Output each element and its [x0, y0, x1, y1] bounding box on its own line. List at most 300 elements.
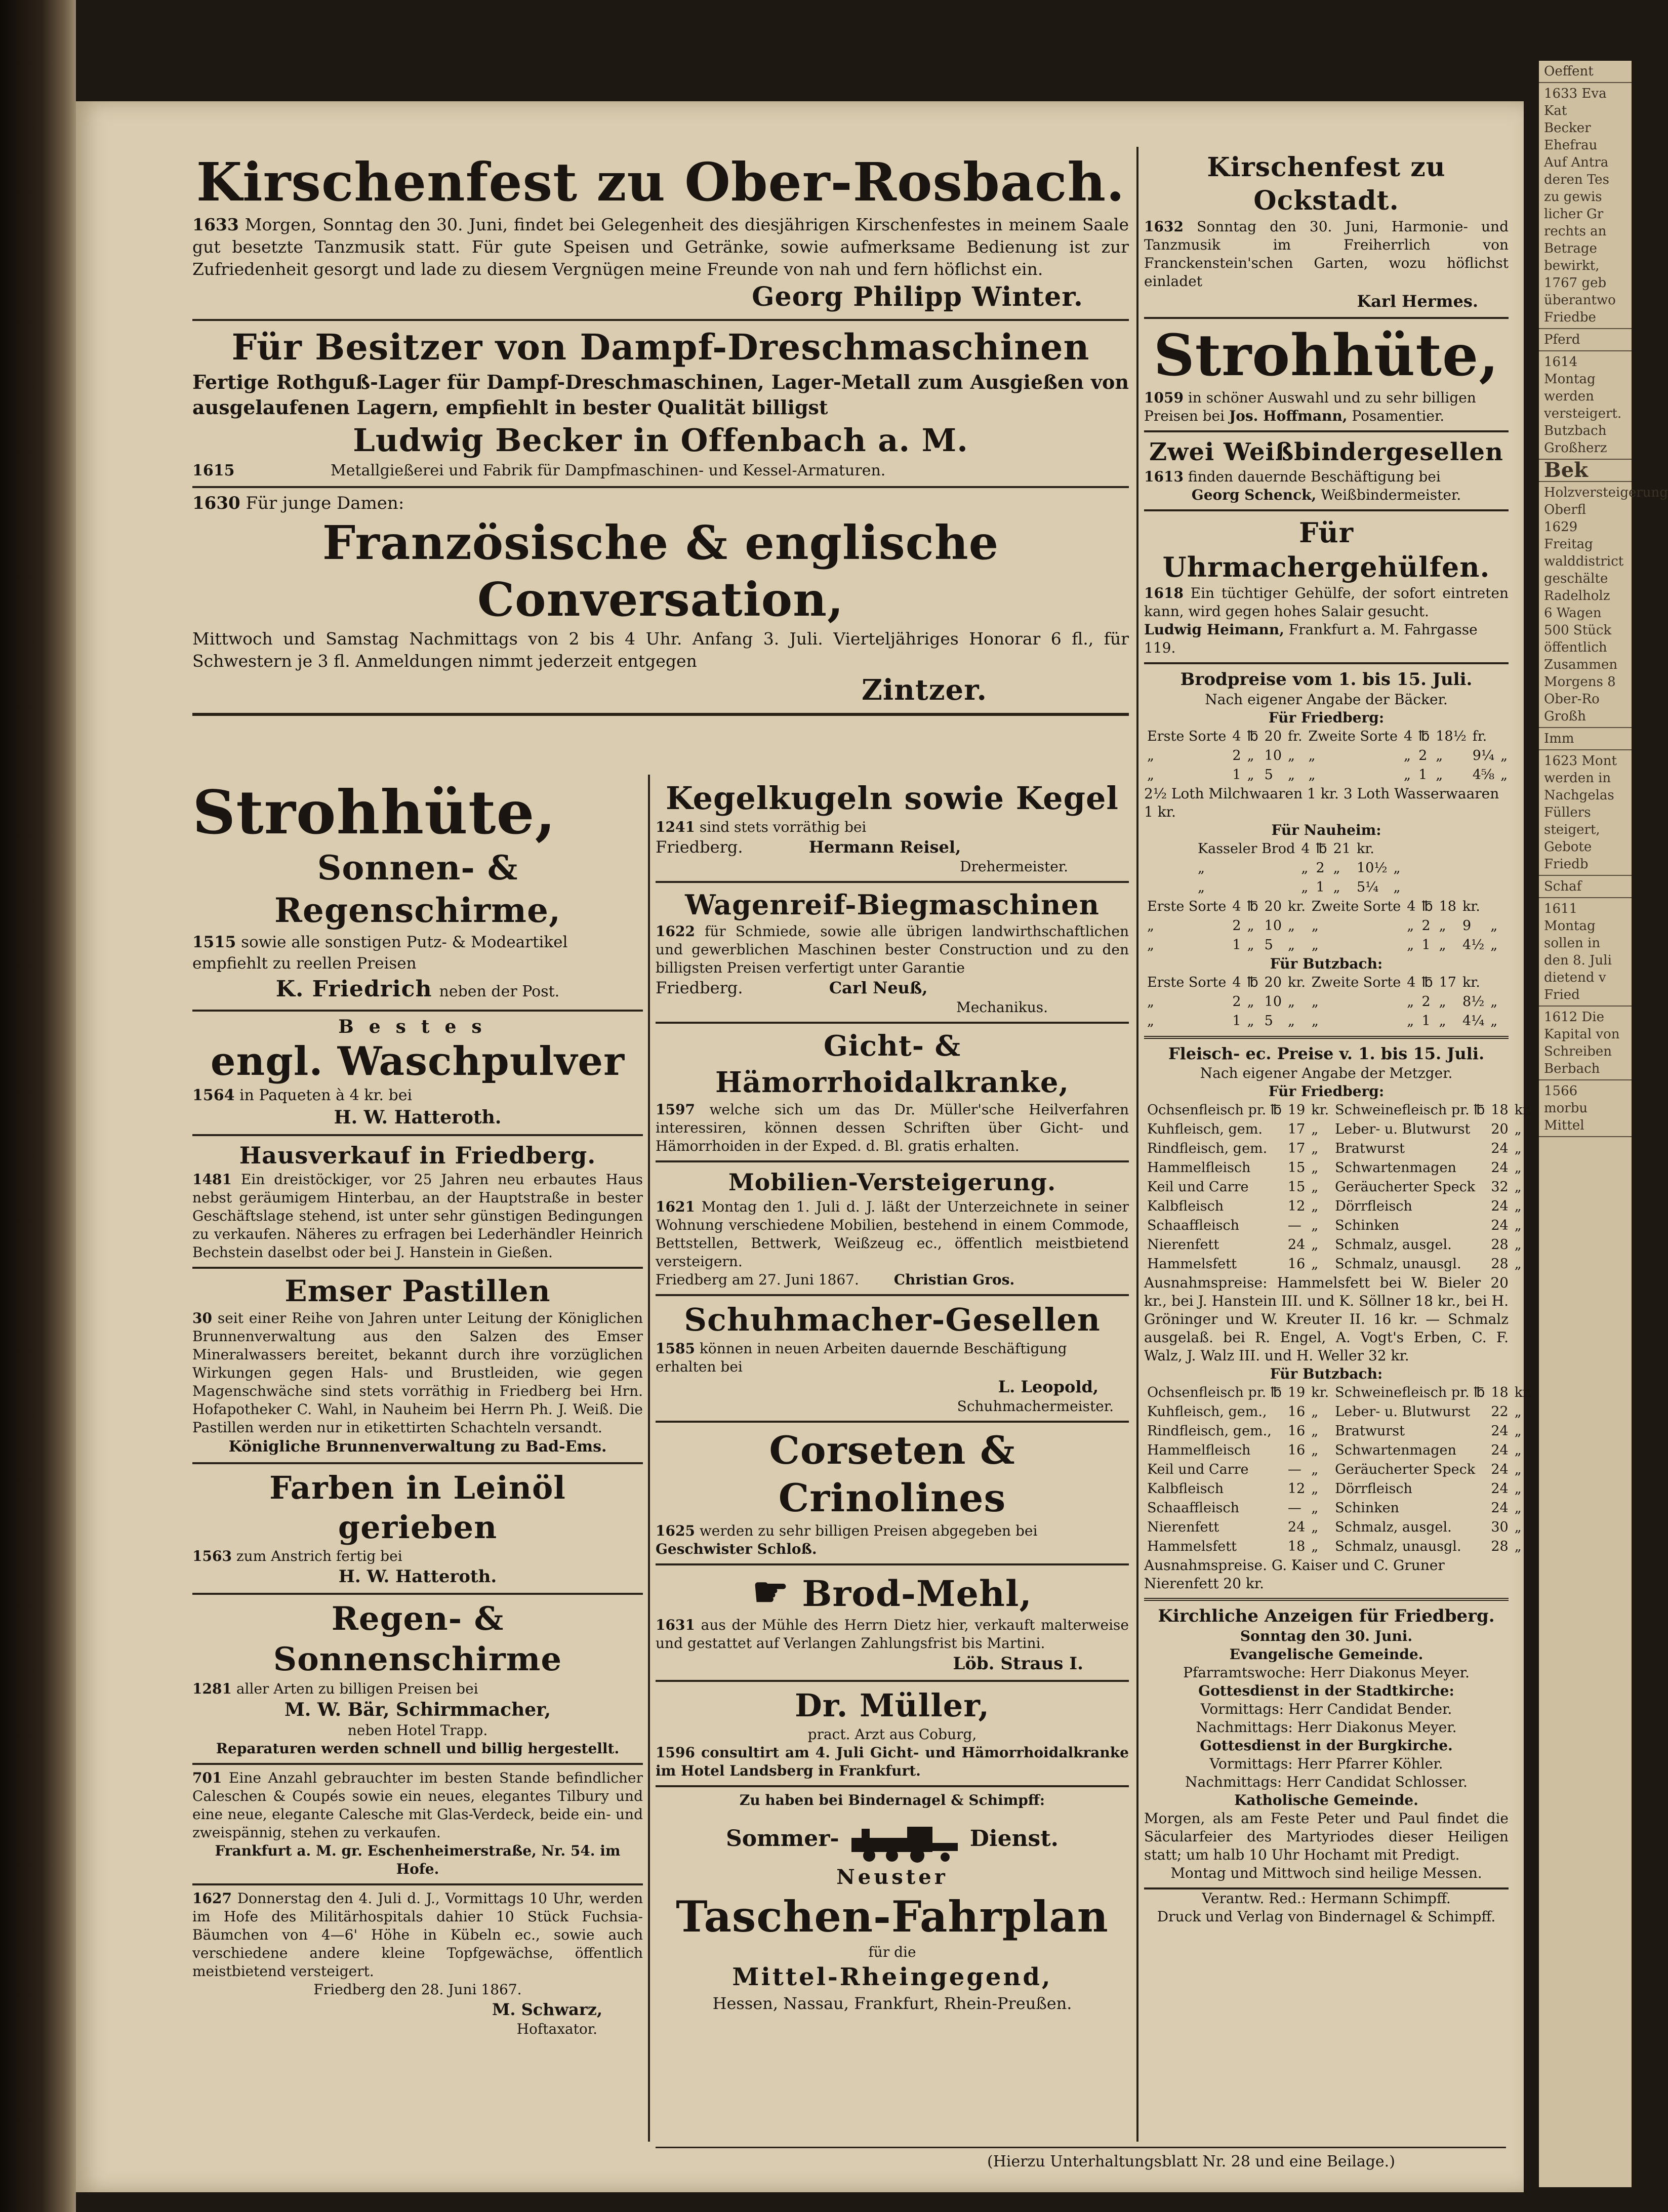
price-cell: „ [1514, 1179, 1522, 1195]
price-cell: „ [1514, 1237, 1522, 1253]
ober-num: 1633 [192, 215, 239, 234]
price-row [1144, 1537, 1332, 1556]
schuh-text: können in neuen Arbeiten dauernde Beschäftigung erhalten bei [656, 1340, 1067, 1375]
price-cell: ℔ [1316, 841, 1327, 857]
price-cell: „ [1311, 937, 1319, 953]
rp-1566: 1566 morbu Mittel [1539, 1080, 1632, 1137]
price-cell: — [1287, 1218, 1301, 1233]
don-num: 1627 [192, 1890, 232, 1907]
price-row [1332, 1383, 1535, 1402]
wagen-title: Wagenreif-Biegmaschinen [685, 889, 1100, 921]
price-row [1332, 1139, 1535, 1158]
price-cell: 10½ [1357, 860, 1388, 876]
price-cell: „ [1247, 937, 1254, 953]
price-cell: 10 [1264, 994, 1282, 1010]
price-cell: 24 [1491, 1462, 1509, 1477]
price-cell: Zweite Sorte [1311, 899, 1401, 914]
schuh-title: Schuhmacher-Gesellen [684, 1301, 1101, 1338]
price-cell: 12 [1287, 1198, 1306, 1214]
price-cell: Hammelsfett [1147, 1256, 1237, 1272]
footer-note: (Hierzu Unterhaltungsblatt Nr. 28 und eine Beilage.) [987, 2153, 1395, 2170]
price-row [1332, 1537, 1535, 1556]
price-cell: kr. [1514, 1102, 1532, 1118]
kirch-kt2: Montag und Mittwoch sind heilige Messen. [1170, 1865, 1482, 1881]
price-cell: „ [1311, 1539, 1319, 1554]
price-cell: „ [1301, 860, 1309, 876]
price-cell: 2 [1232, 918, 1241, 934]
imprint-red: Verantw. Red.: Hermann Schimpff. [1202, 1890, 1451, 1907]
kegel-title: Kegelkugeln sowie Kegel [666, 780, 1119, 817]
price-row [1195, 839, 1404, 859]
price-cell: „ [1147, 748, 1154, 763]
price-cell: „ [1439, 1013, 1446, 1029]
price-cell: 28 [1491, 1237, 1509, 1253]
fleisch-sub: Nach eigener Angabe der Metzger. [1200, 1065, 1453, 1081]
price-row [1144, 1422, 1332, 1441]
don-role: Hoftaxator. [516, 2021, 597, 2037]
ad-donnerstag [192, 1885, 643, 2043]
ock-sig: Karl Hermes. [1357, 292, 1478, 311]
fleisch-bb-ausn: Ausnahmspreise. G. Kaiser und C. Gruner Nierenfett 20 kr. [1144, 1557, 1445, 1592]
mob-sig: Christian Gros. [893, 1271, 1015, 1288]
kegel-place: Friedberg. [656, 837, 743, 857]
kegel-name: Hermann Reisel, [808, 837, 961, 857]
price-cell: Schinken [1335, 1218, 1399, 1233]
emser-sig: Königliche Brunnenverwaltung zu Bad-Ems. [228, 1438, 607, 1456]
price-row [1332, 1178, 1535, 1197]
ad-dr-mueller [656, 1682, 1129, 1787]
price-cell: 28 [1491, 1256, 1509, 1272]
kirch-date: Sonntag den 30. Juni. [1240, 1628, 1413, 1644]
price-cell: 5¼ [1357, 879, 1379, 895]
price-cell: 10 [1264, 918, 1282, 934]
rp-1633: 1633 Eva Kat Becker Ehefrau Auf Antra deren Tes zu gewis licher Gr rechts an Betrage bewirkt, 1767 geb überantwo Friedbe [1539, 83, 1632, 329]
price-row [1332, 1235, 1535, 1255]
price-cell: 24 [1287, 1519, 1306, 1535]
price-row [1144, 727, 1511, 746]
schuh-num: 1585 [656, 1340, 695, 1357]
price-row [1144, 1255, 1332, 1274]
price-cell: Hammelfleisch [1147, 1442, 1251, 1458]
price-cell: „ [1439, 937, 1446, 953]
wasch-t1: Bestes [338, 1016, 497, 1037]
kegel-num: 1241 [656, 819, 695, 835]
price-cell: Schmalz, ausgel. [1335, 1519, 1452, 1535]
cors-text: werden zu sehr billigen Preisen abgegeben bei [699, 1522, 1038, 1539]
gicht-text: welche sich um das Dr. Müller'sche Heilverfahren interessiren, können dessen Schriften über Gicht- und Hämorrhoiden in der Exped. d. Bl. gratis erhalten. [656, 1101, 1129, 1154]
fahr-l3: Neuster [836, 1865, 948, 1889]
price-cell: 2 [1418, 748, 1428, 763]
ad-caleschen [192, 1765, 643, 1885]
price-cell: „ [1288, 1013, 1295, 1029]
ad-fahrplan [656, 1787, 1129, 2019]
fahr-lead: Zu haben bei Bindernagel & Schimpff: [739, 1792, 1045, 1808]
price-cell: „ [1311, 1481, 1319, 1497]
regen-rep: Reparaturen werden schnell und billig hergestellt. [216, 1740, 620, 1757]
ad-corseten [656, 1423, 1129, 1565]
price-row [1332, 1101, 1535, 1120]
price-cell: „ [1198, 860, 1205, 876]
price-cell: „ [1311, 1404, 1319, 1420]
ad-schuhmacher [656, 1296, 1129, 1423]
conv-sig: Zintzer. [861, 673, 987, 707]
dampf-sub: Metallgießerei und Fabrik für Dampfmaschinen- und Kessel-Armaturen. [331, 462, 886, 479]
brodp-nauheim-table-2 [1144, 897, 1500, 955]
price-cell: Dörrfleisch [1335, 1198, 1412, 1214]
price-cell: 1 [1421, 937, 1431, 953]
price-cell: 17 [1287, 1141, 1306, 1156]
price-row [1144, 973, 1500, 992]
price-cell: kr. [1311, 1102, 1329, 1118]
price-cell: Ochsenfleisch pr. ℔ [1147, 1385, 1282, 1400]
price-cell: 4 [1407, 975, 1416, 990]
stroh-b-title: Strohhüte, [1153, 323, 1499, 389]
brodp-fb-extra: 2½ Loth Milchwaaren 1 kr. 3 Loth Wasserwaaren 1 kr. [1144, 785, 1499, 820]
price-cell: kr. [1462, 899, 1480, 914]
weiss-title: Zwei Weißbindergesellen [1149, 438, 1503, 466]
ad-kegel [656, 775, 1129, 883]
price-cell: kr. [1311, 1385, 1329, 1400]
price-cell: „ [1490, 918, 1498, 934]
price-cell: 24 [1491, 1481, 1509, 1497]
fahr-fuer: für die [868, 1944, 916, 1960]
price-cell: Kuhfleisch, gem., [1147, 1404, 1267, 1420]
price-cell: 24 [1287, 1237, 1306, 1253]
price-cell: „ [1288, 918, 1295, 934]
weiss-text: finden dauernde Beschäftigung bei [1188, 468, 1441, 485]
cors-name: Geschwister Schloß. [656, 1541, 817, 1557]
price-cell: Schmalz, unausgl. [1335, 1539, 1461, 1554]
ad-gicht [656, 1024, 1129, 1162]
ock-num: 1632 [1144, 218, 1184, 235]
price-cell: 18½ [1436, 729, 1467, 744]
price-row [1144, 746, 1511, 766]
price-cell: Dörrfleisch [1335, 1481, 1412, 1497]
right-column [1144, 147, 1532, 1926]
ad-wagenreif [656, 883, 1129, 1024]
price-cell: 24 [1491, 1160, 1509, 1176]
price-cell: „ [1147, 1013, 1154, 1029]
fleisch-bb-title: Für Butzbach: [1270, 1365, 1383, 1382]
price-cell: 24 [1491, 1198, 1509, 1214]
price-cell: „ [1311, 1179, 1319, 1195]
price-cell: „ [1407, 994, 1414, 1010]
price-cell: „ [1439, 994, 1446, 1010]
price-cell: „ [1311, 1519, 1319, 1535]
price-cell: „ [1514, 1256, 1522, 1272]
price-cell: „ [1147, 918, 1154, 934]
price-cell: „ [1403, 767, 1411, 783]
kirch-sk: Gottesdienst in der Stadtkirche: [1198, 1682, 1454, 1699]
price-cell: „ [1514, 1218, 1522, 1233]
price-row [1195, 859, 1404, 878]
dampf-name: Ludwig Becker in Offenbach a. M. [353, 422, 968, 459]
price-cell: 18 [1491, 1102, 1509, 1118]
uhr-addr: Frankfurt a. M. Fahrgasse 119. [1144, 621, 1478, 656]
ad-farben [192, 1464, 643, 1595]
farben-text: zum Anstrich fertig bei [236, 1548, 402, 1564]
price-row [1144, 1101, 1332, 1120]
price-cell: „ [1514, 1198, 1522, 1214]
ock-text: Sonntag den 30. Juni, Harmonie- und Tanzmusik im Freiherrlich von Franckenstein'schen Garten, wozu höflichst einladet [1144, 218, 1509, 290]
price-cell: ℔ [1247, 975, 1258, 990]
price-cell: „ [1514, 1141, 1522, 1156]
haus-title: Hausverkauf in Friedberg. [239, 1142, 596, 1169]
price-cell: Kasseler Brod [1198, 841, 1295, 857]
price-row [1332, 1255, 1535, 1274]
rp-imm: Imm [1539, 728, 1632, 750]
ad-brod-mehl [656, 1565, 1129, 1682]
price-row [1332, 1197, 1535, 1216]
fleisch-fb-title: Für Friedberg: [1268, 1083, 1385, 1100]
price-cell: Hammelsfett [1147, 1539, 1237, 1554]
price-cell: „ [1247, 1013, 1254, 1029]
uhr-num: 1618 [1144, 585, 1184, 601]
price-cell: ℔ [1247, 729, 1258, 744]
price-cell: „ [1288, 994, 1295, 1010]
price-cell: Hammelfleisch [1147, 1160, 1251, 1176]
price-row [1332, 1441, 1535, 1460]
price-cell: 4⅝ [1472, 767, 1495, 783]
kirchliche-anzeigen [1144, 1601, 1509, 1889]
farben-sig: H. W. Hatteroth. [338, 1566, 497, 1587]
price-cell: Schwartenmagen [1335, 1160, 1456, 1176]
price-cell: „ [1311, 1237, 1319, 1253]
stroh-a-name: K. Friedrich [275, 976, 432, 1002]
price-cell: 4 [1232, 899, 1241, 914]
emser-num: 30 [192, 1310, 212, 1326]
brodp-nauheim-table-1 [1195, 839, 1404, 897]
price-cell: Erste Sorte [1147, 729, 1227, 744]
schuh-role: Schuhmachermeister. [957, 1398, 1114, 1415]
price-cell: 4 [1301, 841, 1310, 857]
mob-title: Mobilien-Versteigerung. [728, 1169, 1056, 1196]
fleisch-title: Fleisch- ec. Preise v. 1. bis 15. Juli. [1168, 1044, 1485, 1063]
kirch-kt: Morgen, als am Feste Peter und Paul findet die Säcularfeier des Martyriodes dieser Heiligen statt; um halb 10 Uhr Hochamt mit Predigt. [1144, 1810, 1509, 1863]
price-row [1144, 1499, 1332, 1518]
regen-text: aller Arten zu billigen Preisen bei [236, 1680, 478, 1697]
price-cell: Kalbfleisch [1147, 1198, 1224, 1214]
price-cell: 18 [1287, 1539, 1306, 1554]
price-cell: „ [1311, 1160, 1319, 1176]
price-cell: 4 [1403, 729, 1413, 744]
rp-1614: 1614 Montag werden versteigert. Butzbach Großherz [1539, 351, 1632, 460]
price-cell: 24 [1491, 1141, 1509, 1156]
price-cell: „ [1490, 994, 1498, 1010]
price-cell: 4 [1407, 899, 1416, 914]
emser-text: seit einer Reihe von Jahren unter Leitung der Königlichen Brunnenverwaltung aus den Salzen des Emser Mineralwassers bereitet, bekannt durch ihre vorzüglichen Wirkungen gegen Hals- und Brustleiden, wie gegen Magenschwäche sind stets vorräthig in Friedberg bei Hrn. Hofapotheker C. Wahl, in Nauheim bei Herrn Ph. J. Weiß. Die Pastillen werden nur in etikettirten Schachteln versandt. [192, 1310, 643, 1436]
fahr-sub: Hessen, Nassau, Frankfurt, Rhein-Preußen. [712, 1994, 1072, 2013]
price-cell: Rindfleisch, gem., [1147, 1423, 1272, 1439]
price-cell: „ [1311, 1462, 1319, 1477]
stroh-b-text: in schöner Auswahl und zu sehr billigen Preisen bei [1144, 389, 1476, 424]
ad-weissbinder [1144, 432, 1509, 511]
price-cell: Schaaffleisch [1147, 1500, 1239, 1516]
price-cell: 17 [1287, 1121, 1306, 1137]
brodp-sub: Nach eigener Angabe der Bäcker. [1205, 691, 1448, 708]
wagen-name: Carl Neuß, [829, 978, 928, 997]
emser-title: Emser Pastillen [284, 1274, 551, 1308]
price-cell: kr. [1357, 841, 1374, 857]
price-cell: kr. [1288, 975, 1306, 990]
price-cell: Kuhfleisch, gem. [1147, 1121, 1263, 1137]
brod-title: Brod-Mehl, [802, 1573, 1032, 1615]
wagen-num: 1622 [656, 923, 695, 940]
price-row [1144, 1178, 1332, 1197]
ad-dampf [192, 321, 1129, 488]
price-cell: 24 [1491, 1442, 1509, 1458]
price-cell: 4 [1232, 975, 1241, 990]
price-cell: 24 [1491, 1423, 1509, 1439]
wasch-num: 1564 [192, 1087, 235, 1104]
ad-uhrmacher [1144, 511, 1509, 664]
ober-sig: Georg Philipp Winter. [752, 281, 1083, 312]
weiss-role: Weißbindermeister. [1321, 487, 1461, 503]
price-row [1144, 1460, 1332, 1479]
price-cell: Keil und Carre [1147, 1462, 1249, 1477]
price-cell: „ [1407, 1013, 1414, 1029]
wasch-t2: engl. Waschpulver [210, 1038, 625, 1084]
price-cell: „ [1311, 1013, 1319, 1029]
price-cell: kr. [1288, 899, 1306, 914]
brodp-friedberg-table [1144, 727, 1511, 785]
locomotive-icon [846, 1818, 963, 1863]
price-cell: 20 [1491, 1121, 1509, 1137]
price-row [1332, 1479, 1535, 1499]
price-cell: Schwartenmagen [1335, 1442, 1456, 1458]
price-cell: „ [1147, 937, 1154, 953]
price-row [1332, 1422, 1535, 1441]
price-row [1144, 936, 1500, 955]
price-cell: „ [1436, 748, 1443, 763]
price-cell: „ [1439, 918, 1446, 934]
price-cell: fr. [1472, 729, 1487, 744]
gicht-num: 1597 [656, 1101, 695, 1118]
weiss-name: Georg Schenck, [1191, 487, 1317, 503]
price-row [1144, 916, 1500, 936]
price-cell: „ [1403, 748, 1411, 763]
ad-waschpulver [192, 1012, 643, 1136]
fahr-title: Taschen-Fahrplan [676, 1892, 1109, 1942]
kirch-pf: Pfarramtswoche: Herr Diakonus Meyer. [1183, 1664, 1470, 1681]
price-row [1332, 1402, 1535, 1422]
kegel-text: sind stets vorräthig bei [699, 819, 867, 835]
regen-title: Regen- & Sonnenschirme [273, 1600, 562, 1678]
fleischpreise-section [1144, 1039, 1532, 1601]
price-cell: 5 [1264, 1013, 1273, 1029]
stroh-a-t2: Sonnen- & Regenschirme, [274, 848, 561, 930]
brodp-fb-title: Für Friedberg: [1268, 709, 1385, 726]
price-cell: 10 [1264, 748, 1282, 763]
price-row [1144, 1518, 1332, 1537]
imprint-druck: Druck und Verlag von Bindernagel & Schimpff. [1157, 1908, 1496, 1925]
brodp-butzbach-table [1144, 973, 1500, 1031]
price-cell: 1 [1232, 937, 1241, 953]
fahr-l2: Dienst. [969, 1826, 1059, 1852]
price-cell: 15 [1287, 1160, 1306, 1176]
price-cell: 4 [1232, 729, 1241, 744]
brod-text: aus der Mühle des Herrn Dietz hier, verkauft malterweise und gestattet auf Verlangen Zahlungsfrist bis Martini. [656, 1617, 1129, 1652]
regen-name: M. W. Bär, Schirmmacher, [284, 1699, 551, 1720]
regen-addr: neben Hotel Trapp. [347, 1722, 488, 1739]
price-cell: „ [1247, 748, 1254, 763]
price-row [1144, 1197, 1332, 1216]
price-row [1332, 1518, 1535, 1537]
rp-holz: Holzversteigerung Oberfl 1629 Freitag walddistrict geschälte Radelholz 6 Wagen 500 Stück öffentlich Zusammen Morgens 8 Ober-Ro Großh [1539, 482, 1632, 728]
price-cell: 4½ [1462, 937, 1485, 953]
price-cell: Erste Sorte [1147, 975, 1227, 990]
cal-text: Eine Anzahl gebrauchter im besten Stande befindlicher Caleschen & Coupés sowie ein neues, elegantes Tilbury und eine neue, elegante Calesche mit Glas-Verdeck, beide ein- und zweispännig, stehen zu verkaufen. [192, 1769, 643, 1841]
brod-num: 1631 [656, 1617, 695, 1633]
price-cell: Schmalz, unausgl. [1335, 1256, 1461, 1272]
price-cell: 2 [1232, 748, 1241, 763]
price-row [1144, 1120, 1332, 1139]
haus-num: 1481 [192, 1171, 232, 1188]
price-cell: 12 [1287, 1481, 1306, 1497]
price-cell: „ [1514, 1160, 1522, 1176]
conv-text: Mittwoch und Samstag Nachmittags von 2 bis 4 Uhr. Anfang 3. Juli. Vierteljähriges Honorar 6 fl., für Schwestern je 3 fl. Anmeldungen nimmt jederzeit entgegen [192, 629, 1129, 671]
price-cell: 20 [1264, 899, 1282, 914]
price-cell: fr. [1288, 729, 1303, 744]
mob-num: 1621 [656, 1198, 695, 1215]
price-cell: „ [1288, 767, 1295, 783]
price-cell: „ [1393, 860, 1401, 876]
newspaper-page [76, 101, 1532, 2192]
price-cell: „ [1247, 918, 1254, 934]
price-row [1144, 992, 1500, 1012]
price-cell: 8½ [1462, 994, 1485, 1010]
price-row [1144, 1139, 1332, 1158]
dampf-num: 1615 [192, 462, 235, 479]
price-cell: 1 [1418, 767, 1428, 783]
price-cell: 19 [1287, 1102, 1306, 1118]
stroh-a-num: 1515 [192, 933, 236, 951]
price-cell: „ [1311, 1423, 1319, 1439]
ad-strohhuete-friedrich [192, 775, 643, 1012]
ober-text: Morgen, Sonntag den 30. Juni, findet bei Gelegenheit des diesjährigen Kirschenfestes in meinem Saale gut besetzte Tanzmusik statt. Für gute Speisen und Getränke, sowie aufmerksame Bedienung ist zur Zufriedenheit gesorgt und lade zu diesem Vergnügen meine Freunde von nah und fern höflichst ein. [192, 215, 1129, 279]
fleisch-fb-ausn: Ausnahmspreise: Hammelsfett bei W. Bieler 20 kr., bei J. Hanstein III. und K. Söllner 18 kr., bei H. Gröninger und W. Kreuter II. 16 kr. — Schmalz ausgelaß. bei R. Engel, A. Vogt's Erben, C. F. Walz, J. Walz III. und H. Weller 32 kr. [1144, 1274, 1509, 1364]
price-cell: „ [1500, 748, 1508, 763]
price-cell: Kalbfleisch [1147, 1481, 1224, 1497]
price-cell: Schinken [1335, 1500, 1399, 1516]
book-edge [0, 0, 76, 2212]
fleisch-fb-right [1332, 1101, 1535, 1274]
price-cell: kr. [1462, 975, 1480, 990]
kegel-role: Drehermeister. [960, 858, 1068, 875]
fahr-l1: Sommer- [726, 1826, 839, 1852]
price-cell: 1 [1232, 767, 1241, 783]
mueller-text: consultirt am 4. Juli Gicht- und Hämorrhoidalkranke im Hotel Landsberg in Frankfurt. [656, 1744, 1129, 1779]
cal-num: 701 [192, 1769, 222, 1786]
haus-text: Ein dreistöckiger, vor 25 Jahren neu erbautes Haus nebst geräumigem Hinterbau, an der Hauptstraße in bester Geschäftslage stehend, ist unter sehr günstigen Bedingungen zu verkaufen. Näheres zu erfragen bei Lederhändler Heinrich Bechstein daselbst oder bei J. Hanstein in Gießen. [192, 1171, 643, 1261]
kirch-bk1: Vormittags: Herr Pfarrer Köhler. [1209, 1755, 1443, 1772]
price-cell: 17 [1439, 975, 1456, 990]
left-column-a [192, 775, 643, 2043]
mob-text: Montag den 1. Juli d. J. läßt der Unterzeichnete in seiner Wohnung verschiedene Mobilien, bestehend in einem Commode, Bettstellen, Bettwerk, Weißzeug ec., öffentlich meistbietend versteigern. [656, 1198, 1129, 1270]
stroh-b-name: Jos. Hoffmann, [1229, 408, 1348, 424]
mob-date: Friedberg am 27. Juni 1867. [656, 1271, 859, 1288]
price-row [1144, 1479, 1332, 1499]
price-cell: Nierenfett [1147, 1237, 1219, 1253]
price-cell: Schmalz, ausgel. [1335, 1237, 1452, 1253]
uhr-title: Für Uhrmachergehülfen. [1162, 516, 1490, 583]
price-cell: „ [1311, 1256, 1319, 1272]
price-cell: 22 [1491, 1404, 1509, 1420]
brodp-nh-title: Für Nauheim: [1271, 822, 1381, 838]
ad-emser [192, 1269, 643, 1464]
price-cell: 1 [1316, 879, 1325, 895]
price-row [1144, 1216, 1332, 1235]
